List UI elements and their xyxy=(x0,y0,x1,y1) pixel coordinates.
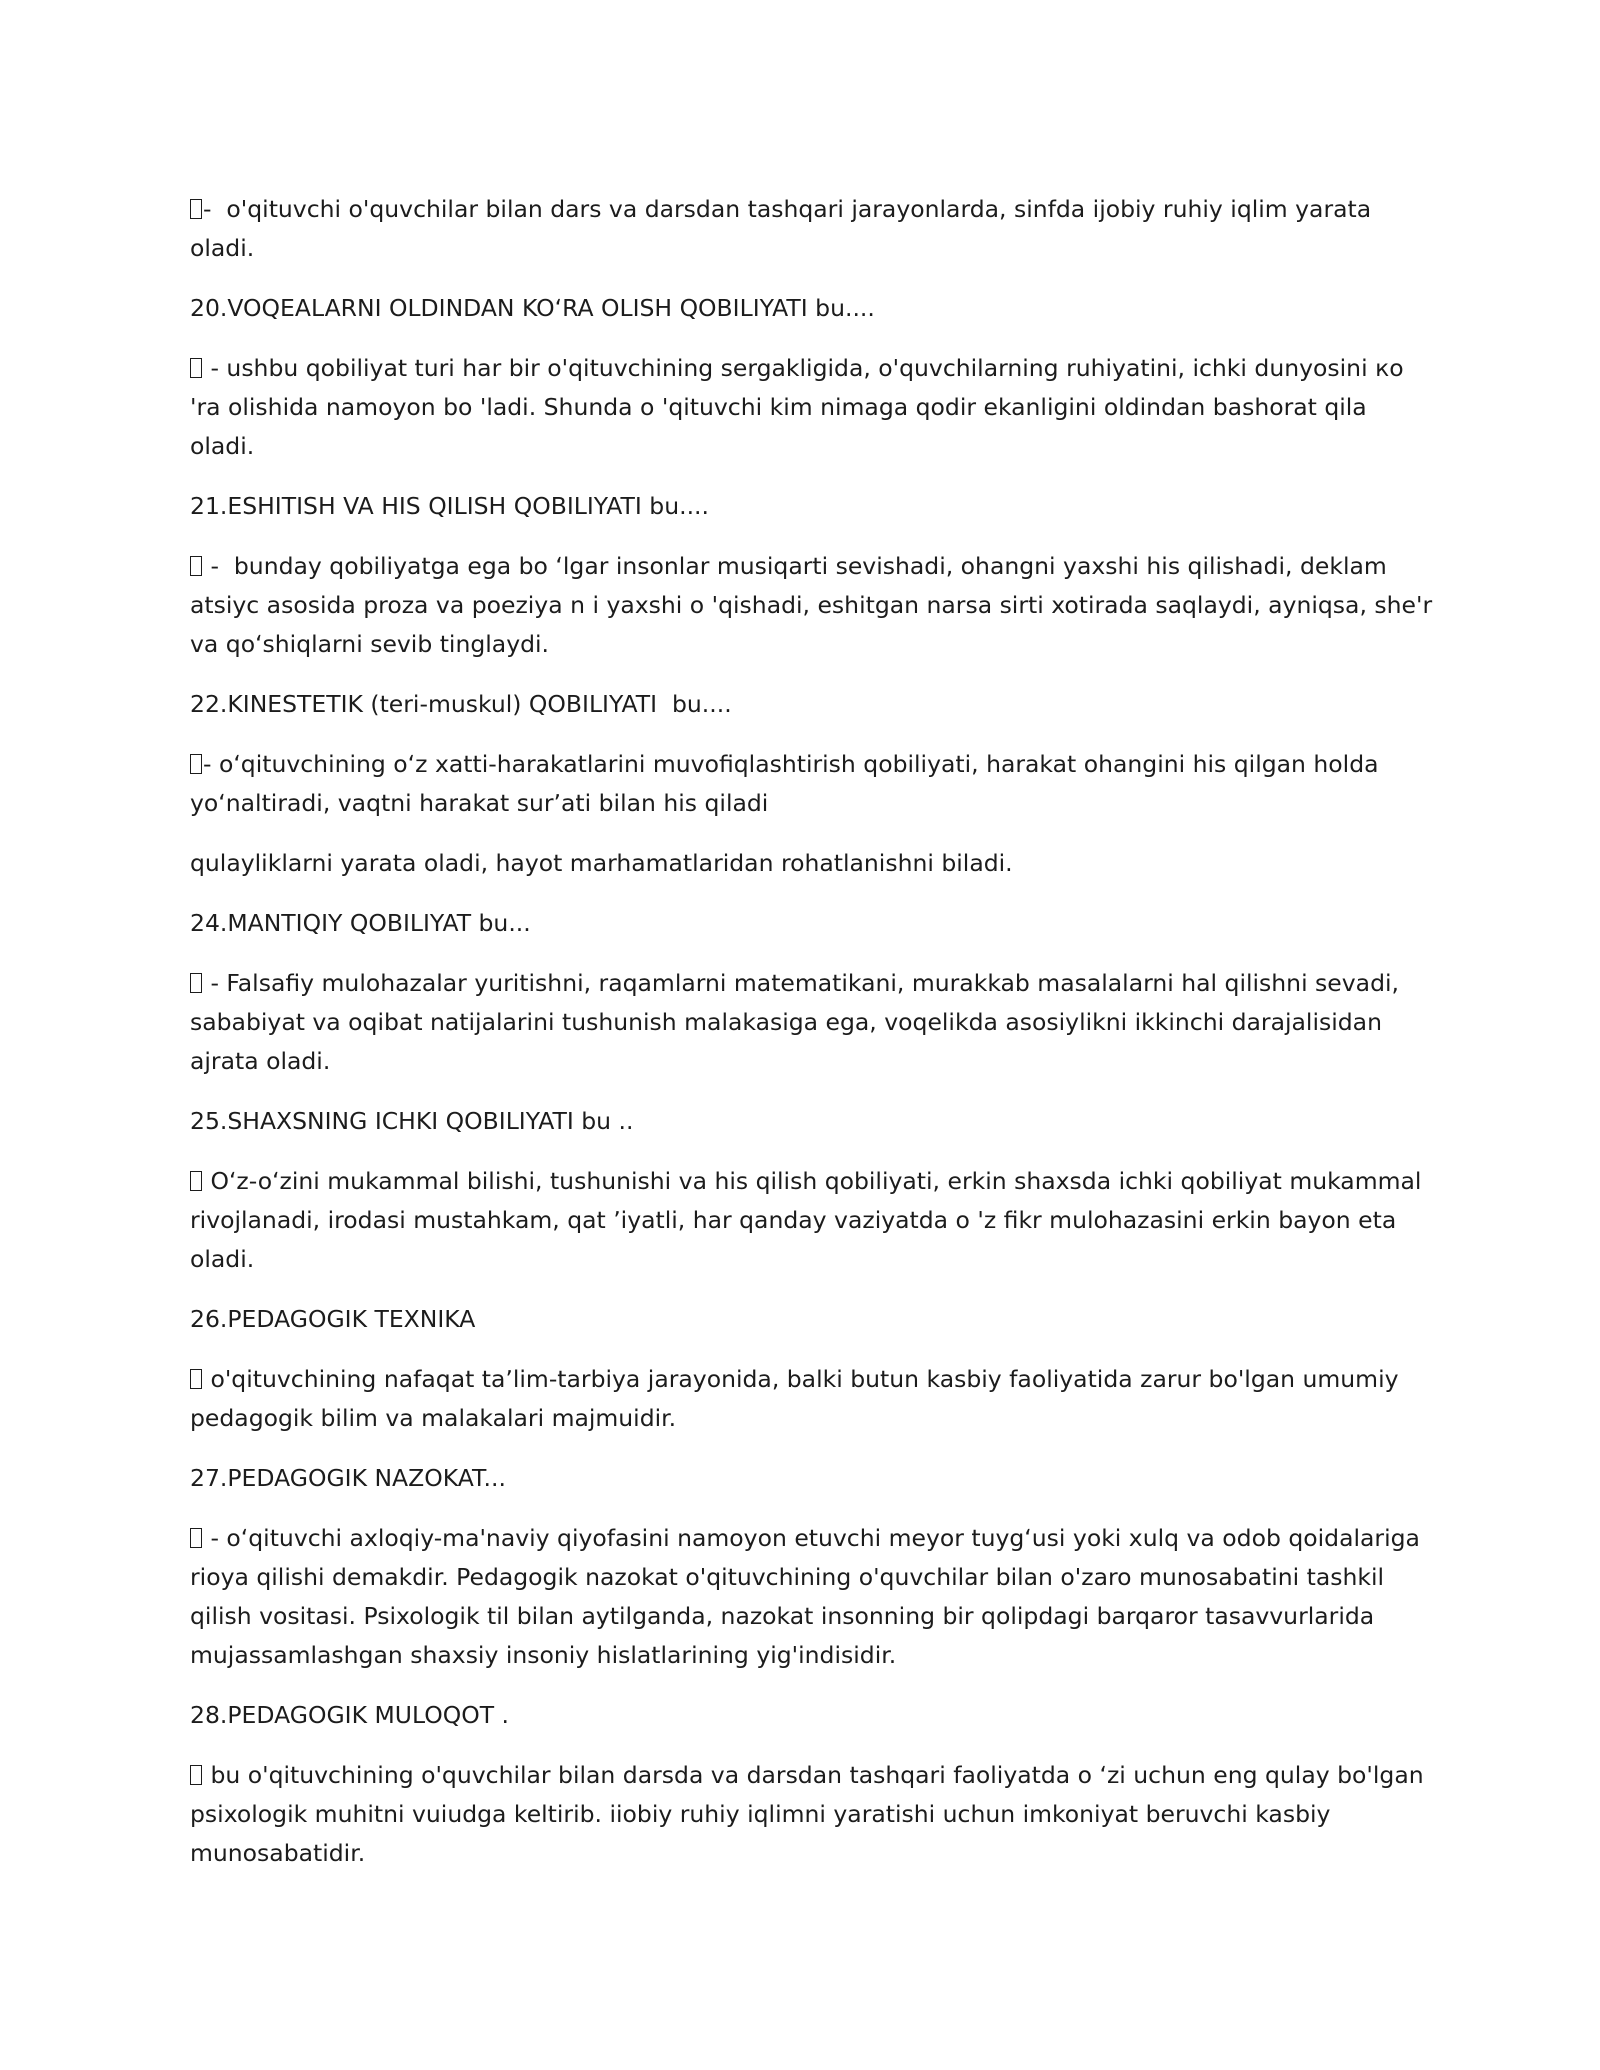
body-paragraph xyxy=(190,190,1420,268)
text-line xyxy=(190,388,1420,427)
line-text: - o'qituvchi o'quvchilar bilan dars va darsdan tashqari jarayonlarda, sinfda ijobiy ruhiy iqlim yarata xyxy=(203,195,1372,223)
body-paragraph xyxy=(190,1519,1420,1675)
line-text: Oʻz-oʻzini mukammal bilishi, tushunishi va his qilish qobiliyati, erkin shaxsda ichki qobiliyat mukammal xyxy=(203,1167,1422,1195)
text-line xyxy=(190,1042,1420,1081)
text-line xyxy=(190,964,1420,1003)
missing-glyph-icon xyxy=(190,1528,202,1548)
line-text: - oʻqituvchining oʻz xatti-harakatlarini muvofiqlashtirish qobiliyati, harakat ohangini his qilgan holda xyxy=(203,750,1379,778)
line-text: - ushbu qobiliyat turi har bir o'qituvchining sergakligida, o'quvchilarning ruhiyatini, ichki dunyosini кo xyxy=(203,354,1404,382)
text-line xyxy=(190,1399,1420,1438)
text-line xyxy=(190,190,1420,229)
section-heading xyxy=(190,289,1420,328)
line-text: 24.MANTIQIY QOBILIYAT bu... xyxy=(190,909,531,937)
text-line xyxy=(190,229,1420,268)
line-text: 20.VOQEALARNI OLDINDAN KOʻRA OLISH QOBILIYATI bu.... xyxy=(190,294,875,322)
text-line xyxy=(190,1360,1420,1399)
text-line xyxy=(190,1597,1420,1636)
text-line xyxy=(190,1636,1420,1675)
text-line xyxy=(190,625,1420,664)
section-heading xyxy=(190,685,1420,724)
line-text: qulayliklarni yarata oladi, hayot marhamatlaridan rohatlanishni biladi. xyxy=(190,849,1013,877)
section-heading xyxy=(190,1459,1420,1498)
body-paragraph xyxy=(190,844,1420,883)
body-paragraph xyxy=(190,964,1420,1081)
text-line xyxy=(190,487,1420,526)
line-text: oladi. xyxy=(190,1245,255,1273)
document-page xyxy=(190,190,1433,1894)
body-paragraph xyxy=(190,745,1420,823)
text-line xyxy=(190,1696,1420,1735)
section-heading xyxy=(190,487,1420,526)
missing-glyph-icon xyxy=(190,973,202,993)
line-text: 27.PEDAGOGIK NAZOKAT... xyxy=(190,1464,506,1492)
line-text: - bunday qobiliyatga ega bo ʻlgar insonlar musiqarti sevishadi, ohangni yaxshi his qilishadi, deklam xyxy=(203,552,1387,580)
text-line xyxy=(190,1003,1420,1042)
text-line xyxy=(190,1558,1420,1597)
text-line xyxy=(190,1834,1420,1873)
line-text: mujassamlashgan shaxsiy insoniy hislatlarining yig'indisidir. xyxy=(190,1641,897,1669)
line-text: rivojlanadi, irodasi mustahkam, qat ʼiyatli, har qanday vaziyatda o 'z fikr mulohazasini erkin bayon eta xyxy=(190,1206,1397,1234)
missing-glyph-icon xyxy=(190,1171,202,1191)
line-text: psixologik muhitni vuiudga keltirib. iiobiy ruhiy iqlimni yaratishi uchun imkoniyat beruvchi kasbiy xyxy=(190,1800,1331,1828)
missing-glyph-icon xyxy=(190,1369,202,1389)
missing-glyph-icon xyxy=(190,754,202,774)
text-line xyxy=(190,745,1420,784)
line-text: bu o'qituvchining o'quvchilar bilan darsda va darsdan tashqari faoliyatda o ʻzi uchun eng qulay bo'lgan xyxy=(203,1761,1424,1789)
text-line xyxy=(190,1300,1420,1339)
text-line xyxy=(190,685,1420,724)
text-line xyxy=(190,1201,1420,1240)
text-line xyxy=(190,1459,1420,1498)
text-line xyxy=(190,784,1420,823)
line-text: - oʻqituvchi axloqiy-ma'naviy qiyofasini namoyon etuvchi meyor tuygʻusi yoki xulq va odob qoidalariga xyxy=(203,1524,1420,1552)
missing-glyph-icon xyxy=(190,1765,202,1785)
body-paragraph xyxy=(190,1756,1424,1873)
missing-glyph-icon xyxy=(190,199,202,219)
section-heading xyxy=(190,904,1420,943)
section-heading xyxy=(190,1102,1420,1141)
text-line xyxy=(190,427,1420,466)
line-text: - Falsafiy mulohazalar yuritishni, raqamlarni matematikani, murakkab masalalarni hal qilishni sevadi, xyxy=(203,969,1399,997)
text-line xyxy=(190,844,1420,883)
line-text: yoʻnaltiradi, vaqtni harakat surʼati bilan his qiladi xyxy=(190,789,769,817)
body-paragraph xyxy=(190,547,1433,664)
missing-glyph-icon xyxy=(190,556,202,576)
line-text: o'qituvchining nafaqat taʼlim-tarbiya jarayonida, balki butun kasbiy faoliyatida zarur bo'lgan umumiy xyxy=(203,1365,1399,1393)
text-line xyxy=(190,586,1433,625)
text-line xyxy=(190,1795,1420,1834)
line-text: pedagogik bilim va malakalari majmuidir. xyxy=(190,1404,677,1432)
body-paragraph xyxy=(190,1162,1420,1279)
line-text: oladi. xyxy=(190,234,255,262)
text-line xyxy=(190,1756,1424,1795)
line-text: atsiyc asosida proza va poeziya n i yaxshi o 'qishadi, eshitgan narsa sirti xotirada saqlaydi, ayniqsa, she'r xyxy=(190,591,1433,619)
body-paragraph xyxy=(190,1360,1420,1438)
line-text: rioya qilishi demakdir. Pedagogik nazokat o'qituvchining o'quvchilar bilan o'zaro munosabatini tashkil xyxy=(190,1563,1385,1591)
text-line xyxy=(190,904,1420,943)
text-line xyxy=(190,1102,1420,1141)
line-text: 25.SHAXSNING ICHKI QOBILIYATI bu .. xyxy=(190,1107,634,1135)
line-text: 21.ESHITISH VA HIS QILISH QOBILIYATI bu.... xyxy=(190,492,709,520)
line-text: 22.KINESTETIK (teri-muskul) QOBILIYATI bu.... xyxy=(190,690,732,718)
text-line xyxy=(190,289,1420,328)
line-text: sababiyat va oqibat natijalarini tushunish malakasiga ega, voqelikda asosiylikni ikkinchi darajalisidan xyxy=(190,1008,1382,1036)
line-text: qilish vositasi. Psixologik til bilan aytilganda, nazokat insonning bir qolipdagi barqaror tasavvurlarida xyxy=(190,1602,1375,1630)
line-text: va qoʻshiqlarni sevib tinglaydi. xyxy=(190,630,550,658)
body-paragraph xyxy=(190,349,1420,466)
text-line xyxy=(190,349,1420,388)
line-text: oladi. xyxy=(190,432,255,460)
line-text: 'ra olishida namoyon bo 'ladi. Shunda o 'qituvchi kim nimaga qodir ekanligini oldindan bashorat qila xyxy=(190,393,1367,421)
line-text: 28.PEDAGOGIK MULOQOT . xyxy=(190,1701,509,1729)
line-text: ajrata oladi. xyxy=(190,1047,331,1075)
line-text: munosabatidir. xyxy=(190,1839,366,1867)
line-text: 26.PEDAGOGIK TEXNIKA xyxy=(190,1305,476,1333)
section-heading xyxy=(190,1696,1420,1735)
missing-glyph-icon xyxy=(190,358,202,378)
text-line xyxy=(190,1162,1420,1201)
text-line xyxy=(190,1519,1420,1558)
text-line xyxy=(190,547,1420,586)
text-line xyxy=(190,1240,1420,1279)
section-heading xyxy=(190,1300,1420,1339)
